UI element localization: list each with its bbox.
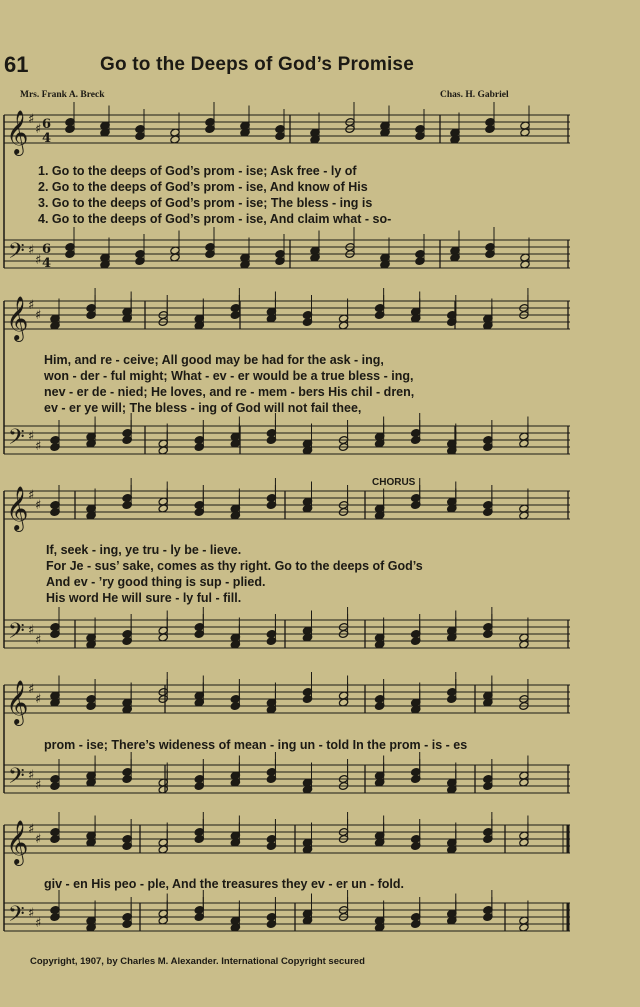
sharp-icon: ♯ (28, 429, 35, 444)
music-credit: Chas. H. Gabriel (440, 90, 509, 100)
time-signature: 6 (42, 242, 52, 257)
bass-clef: 𝄢 (8, 902, 25, 932)
sharp-icon: ♯ (35, 692, 42, 707)
lyric-line: 1. Go to the deeps of God’s prom - ise; Ask free - ly of (38, 164, 357, 178)
sharp-icon: ♯ (28, 906, 35, 921)
treble-clef: 𝄞 (6, 296, 29, 340)
sharp-icon: ♯ (28, 243, 35, 258)
sharp-icon: ♯ (35, 122, 42, 137)
sharp-icon: ♯ (35, 633, 42, 648)
sharp-icon: ♯ (35, 832, 42, 847)
lyric-line: nev - er de - nied; He loves, and re - mem - bers His chil - dren, (44, 385, 415, 399)
sharp-icon: ♯ (28, 298, 35, 313)
sharp-icon: ♯ (28, 822, 35, 837)
bass-clef: 𝄢 (8, 764, 25, 794)
sharp-icon: ♯ (28, 112, 35, 127)
hymn-title: Go to the Deeps of God’s Promise (100, 54, 414, 75)
sharp-icon: ♯ (35, 778, 42, 793)
bass-clef: 𝄢 (8, 619, 25, 649)
bass-clef: 𝄢 (8, 425, 25, 455)
sharp-icon: ♯ (28, 488, 35, 503)
lyric-line: won - der - ful might; What - ev - er would be a true bless - ing, (44, 369, 414, 383)
sharp-icon: ♯ (28, 682, 35, 697)
lyric-line: If, seek - ing, ye tru - ly be - lieve. (46, 543, 242, 557)
lyric-line: ev - er ye will; The bless - ing of God will not fail thee, (44, 401, 362, 415)
words-credit: Mrs. Frank A. Breck (20, 90, 105, 100)
treble-clef: 𝄞 (6, 486, 29, 530)
time-signature: 4 (42, 256, 52, 271)
copyright-notice: Copyright, 1907, by Charles M. Alexander. International Copyright secured (30, 956, 365, 967)
treble-clef: 𝄞 (6, 820, 29, 864)
hymn-number: 61 (4, 52, 29, 77)
sharp-icon: ♯ (35, 439, 42, 454)
sharp-icon: ♯ (35, 253, 42, 268)
sharp-icon: ♯ (35, 308, 42, 323)
time-signature: 4 (42, 131, 52, 146)
sharp-icon: ♯ (28, 768, 35, 783)
treble-clef: 𝄞 (6, 680, 29, 724)
lyric-line: For Je - sus’ sake, comes as thy right. Go to the deeps of God’s (46, 559, 423, 573)
lyric-line: 4. Go to the deeps of God’s prom - ise, And claim what - so- (38, 212, 392, 226)
lyric-line: Him, and re - ceive; All good may be had for the ask - ing, (44, 353, 384, 367)
sharp-icon: ♯ (35, 916, 42, 931)
bass-clef: 𝄢 (8, 239, 25, 269)
time-signature: 6 (42, 117, 52, 132)
lyric-line: 2. Go to the deeps of God’s prom - ise, And know of His (38, 180, 368, 194)
lyric-line: His word He will sure - ly ful - fill. (46, 591, 242, 605)
treble-clef: 𝄞 (6, 110, 29, 154)
sharp-icon: ♯ (28, 623, 35, 638)
lyric-line: And ev - ’ry good thing is sup - plied. (46, 575, 266, 589)
lyric-line: 3. Go to the deeps of God’s prom - ise; The bless - ing is (38, 196, 373, 210)
sharp-icon: ♯ (35, 498, 42, 513)
lyric-line: giv - en His peo - ple, And the treasures they ev - er un - fold. (44, 877, 405, 891)
chorus-label: CHORUS (372, 477, 416, 488)
lyric-line: prom - ise; There’s wideness of mean - ing un - told In the prom - is - es (44, 738, 468, 752)
